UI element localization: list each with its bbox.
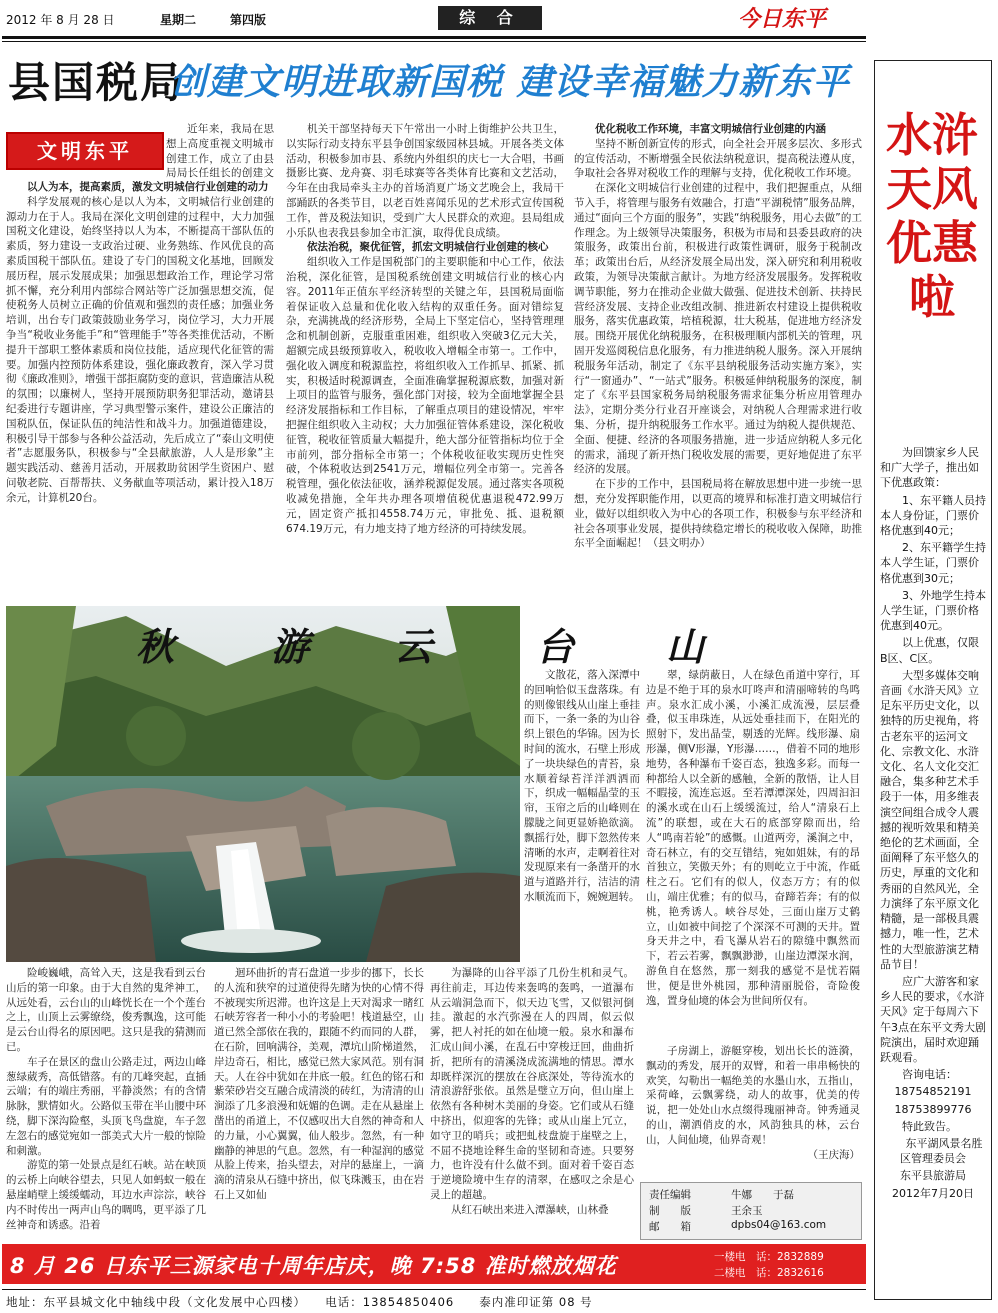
travel-paragraph: 车子在景区的盘山公路走过，两边山峰葱绿葳秀，高低错落。有的兀峰突起，直插云端；有的端庄秀丽，平静淡然；有的含情脉脉，默情如火。公路似玉带在半山腰中环绕，脚下深沟险壑，头顶飞鸟盘旋，车子忽左忽右的感觉宛如一部美式大片一般的惊险和刺激。 [6,1055,206,1157]
ad-phones [714,1249,824,1281]
editor-credits [640,1182,862,1240]
email-label: 邮 箱 [649,1221,691,1233]
editor-label: 责任编辑 [649,1189,691,1201]
travel-column-b: 翠，绿荫蔽日，人在绿色甬道中穿行，耳边是不绝于耳的泉水叮咚声和清丽啼转的鸟鸣声。泉水汇成小溪，小溪汇成流漫，层层叠叠，似玉串珠连，从远处垂挂而下，在阳光的照射下，发出晶莹，剔透的光辉。线形瀑、扇形瀑，侧V形瀑，Y形瀑……，借着不同的地形地势，各种瀑布千姿百态，独逸多彩。而每一种都给人以全新的感触，全新的散悟，让人目不暇接，流连忘返。至若潭潭深处，四周汩汩的溪水或在山石上缓缓流过，给人“清泉石上流”的联想，或在大石的底部穿隙而出，给人“鸣南若轮”的感慨。山道两旁，溪涧之中，奇石林立，有的交互错结，宛如姐妹，有的昂首独立，笑傲天外；有的则屹立于中流，作砥柱之石。它们有的似人，仪态万方；有的似山，端庄优雅；有的似马，奋蹄若奔；有的似桃，艳秀诱人。峡谷尽处，三面山崖万丈鹤立，山如被中间挖了个深深不可测的天井。置身天井之中，看飞瀑从岩石的隙缝中飘然而下，若云若雾，飘飘渺渺，山崖边潭深水润，游鱼自在悠然，那一刻我的感觉不是忧若隔世，便是世外桃园，那种清丽脱俗，奇险俊逸，置身仙境的体会为世间所仅有。 [646,669,860,1007]
article-subheading: 优化税收工作环境，丰富文明城信行业创建的内涵 [595,123,826,135]
travel-paragraph: 游览的第一处景点是红石峡。站在峡顶的云桥上向峡谷望去，只见人如蚂蚁一般在悬崖峭壁上缓缓蠕动，耳边水声淙淙，峡谷内不时传出一两声山鸟的啁鸣，更平添了几丝神奇和诱惑。沿着 [6,1159,206,1231]
layout-value: 王余玉 [731,1205,763,1217]
travel-column-d: 迴环曲折的青石盘道一步步的挪下，长长的人流和狭窄的过道使得先睹为快的心情不得不被现实所迟滞。也许这是上天对渴求一睹红石峡芳容者一种小小的考验吧！栈道悬空，山道已然全部依在我的，跟随不约而同的人群，在石阶，回响满谷，美观，潭坑山阶梯道然，岸边奇石，相比，感觉已然大家风范。别有洞天。人在谷中犹如在井底一般。红色的铭石和紫荣砂岩交互融合成清淡的砖红，为清清的山涧添了几多浪漫和妩媚的色调。走在从悬崖上凿出的甬道上，不仅感叹出大自然的神奇和人的力量，小心翼翼，仙人般步。忽然，有一种幽静的神思的气息。忽然，有一种湿润的感觉从脸上传来，抬头望去，对岸的悬崖上，一滴滴的清泉从石缝中挤出，似飞珠溅玉，由在岩石上又如仙 [214,967,424,1201]
article-paragraph: 在下步的工作中，县国税局将在解放思想中进一步统一思想，充分发挥职能作用，以更高的境界和标准打造文明城信行业，做好以组织收入为中心的各项工作，积极参与东平经济和社会各项事业发展，提供持续稳定增长的税收收入保障，助推东平全面崛起！（县文明办） [574,478,862,550]
layout-label: 制 版 [649,1205,691,1217]
travel-column-c [6,966,206,1238]
article-paragraph: 在深化文明城信行业创建的过程中，我们把握重点，从细节入手，将管理与服务有效融合，打造“平湖税情”服务品牌，通过“面向三个方面的服务”，实践“纳税服务，用心去做”的工作理念。为上级领导决策服务，积极为市局和县委县政府的决策服务，政策出台前，积极进行政策性调研，服务于税制改革；政策出台后，从经济发展全局出发，深入研究和利用税收政策，为领导决策献言献计。为地方经济发展服务。发挥税收调节职能，努力在推动企业做大做强、促进技术创新、扶持民营经济发展、支持企业改组改制、推进新农村建设上提供税收服务，落实优惠政策，培植税源，壮大税基，促进地方经济发展。围绕开展优化纳税服务，在积极理顺内部机关的管理，巩固开发巡阅税信息化服务，有力推进纳税人服务。深入开展纳税服务年活动，制定了《东平县纳税服务活动实施方案》，实行“一窗通办”、“一站式”服务。积极延伸纳税服务的深度，制定了《东平县国家税务局纳税服务需求征集分析应用管理办法》，定期分类分行业召开座谈会，对纳税人合理需求进行收集、分析，提升纳税服务工作水平。通过为纳税人提供规范、全面、便捷、经济的各项服务措施，进一步适应纳税人多元化的需求，涌现了新开热门税收发展的需要，更好地促进了东平经济的发展。 [574,182,862,476]
travel-column-a: 文散花，落入深潭中的回响恰似玉盘落珠。有的则像银线从山崖上垂挂而下，一条一条的为山谷织上银色的华锦。因为长时间的流水，石壁上形成了一块块绿色的青苔，泉水顺着绿苔洋洋洒洒而下，织成一幅幅晶莹的玉帘，玉帘之后的山峰则在朦胧之间更显娇艳欲滴。飘摇行处，脚下忽然传来清晰的水声，走啊着往对发现原来有一条凿开的水道与道路并行，洁洁的清水顺流而下，婉婉迴转。 [524,669,640,903]
article-column-1 [6,122,274,600]
headline-char: 山 [666,624,705,669]
ad-text: 8 月 26 日东平三源家电十周年店庆，晚 7:58 准时燃放烟花 [10,1254,617,1278]
headline-char: 游 [271,624,310,669]
travel-column-b2: 子房湖上，游艇穿梭，划出长长的涟漪，飘动的秀发，展开的双臂，和着一串串畅快的欢笑，勾勒出一幅绝美的水墨山水，五指山，采荷峰，云飘雾绕，动人的故事，优美的传说，把一处处山水点缀得瑰丽神奇。钟秀通灵的山，潮洒俏皮的水，风韵独具的林，云台山，人间仙境，仙界奇观！ （王庆海） [646,1045,860,1161]
travel-author: （王庆海） [807,1148,860,1161]
ad-phone-2: 二楼电 话：2832616 [714,1267,824,1279]
sidebar-line: 2012年7月20日 [892,1186,974,1200]
headline-main: 创建文明进取新国税 建设幸福魅力新东平 [170,62,850,103]
article-paragraph: 科学发展观的核心是以人为本，文明城信行业创建的源动力在于人。我局在深化文明创建的过程中，大力加强国税文化建设，始终坚持以人为本，不断提高干部队伍的素质，努力建设一支政治过硬、业务熟练、作风优良的高素质国税干部队伍。建设了专门的国税文化基地，回顾发展历程，展示发展成果；加强思想政治工作，理论学习常抓不懈，充分利用内部综合网站等广泛加强思想交流，促使税务人员树立正确的价值观和强烈的责任感；加强业务培训，出台专门政策鼓励业务学习，岗位学习，大力开展争当“税收业务能手”和“管理能手”等各类推优活动，不断提升干部职工整体素质和岗位技能，适应现代化征管的需要。加强内控预防体系建设，强化廉政教育，深入学习贯彻《廉政准则》，增强干部拒腐防变的意识，营造廉洁从税的氛围；以廉树人，坚持开展预防职务犯罪活动，邀请县纪委进行专题讲座，学习典型警示案件，建设公正廉洁的国税队伍，保证队伍的纯洁性和战斗力。加强道德建设，积极引导干部参与各种公益活动，先后成立了“泰山文明使者”志愿服务队，积极参与“全县献旅游，人人是形象”主题实践活动、慈善月活动，开展救助贫困学生资困户、慰问敬老院、百帮帮扶、义务献血等项活动，累计投入18万余元，计算机20台。 [6,195,274,504]
sidebar-title: 水浒天风优惠啦 [886,108,978,324]
sidebar-line: 18753899776 [894,1102,972,1116]
travel-paragraph: 从红石峡出来进入潭瀑峡，山林叠 [451,1203,609,1216]
sidebar-line: 3、外地学生持本人学生证，门票价格优惠到40元。 [880,588,986,633]
article-paragraph: 近年来，我局在思想上高度重视文明城市创建工作，成立了由县局局长任组长的创建文 [166,123,274,180]
sidebar-line: 应广大游客和家乡人民的要求，《水浒天风》定于每周六下午3点在东平文秀大剧院演出，届时欢迎踊跃观看。 [880,974,986,1064]
article-subheading: 以人为本，提高素质，激发文明城信行业创建的动力 [27,181,269,193]
sidebar-line: 咨询电话： [902,1068,957,1082]
headline-agency: 县国税局 [8,58,185,107]
footer-rule [2,1289,866,1290]
sidebar-line: 2、东平籍学生持本人学生证，门票价格优惠到30元； [880,541,986,585]
ad-phone-1: 一楼电 话：2832889 [714,1251,824,1263]
article-subheading: 依法治税，聚优征管，抓宏文明城信行业创建的核心 [307,241,549,254]
headline-char: 秋 [136,624,175,669]
sidebar-line: 以上优惠，仅限B区、C区。 [880,636,979,665]
weekday: 星期二 [160,13,197,27]
column-banner: 文明东平 [6,132,164,170]
article-paragraph: 组织收入工作是国税部门的主要职能和中心工作，依法治税，深化征管，是国税系统创建文明城信行业的核心内容。2011年正值东平经济转型的关键之年，县国税局面临着保证收入总量和优化收入结构的双重任务。面对错综复杂，充满挑战的经济形势，全局上下坚定信心，坚持管理理念和机制创新，克服重重困难，组织收入突破3亿元大关，超额完成县级预算收入，税收收入增幅全市第一。工作中，强化收入调度和税源监控，将组织收入工作抓早、抓紧、抓实，积极适时税源调查，全面准确掌握税源底数，加强对新上项目的监管与服务，强化部门对接，较为全面地掌握全县经济发展指标和工作目标，了解重点项目的建设情况，牢牢把握住组织收入主动权；大力加强征管体系建设，深化税收征管，税收征管质量大幅提升，绝大部分征管指标均位于全市前列，部分指标全市第一；个体税收征收实现历史性突破，个体税收达到2541万元，增幅位列全市第一。完善各税管理，强化依法征收，涵养税源促发展。通过落实各项税收减免措施，全年共办理各项增值税优惠退税472.99万元，固定资产抵扣4558.74万元，审批免、抵、退税额674.19万元，有力地支持了地方经济的可持续发展。 [286,256,564,535]
waterfall-photo [6,606,520,962]
article-paragraph: 坚持不断创新宣传的形式，向全社会开展多层次、多形式的宣传活动，不断增强全民依法纳税意识，提高税法遵从度，争取社会各界对税收工作的理解与支持，优化税收工作环境。 [574,137,862,180]
sidebar-body [880,445,986,1203]
article-column-3 [574,122,862,600]
headline-char: 云 [394,624,433,669]
sidebar-line: 东平湖风景名胜区管理委员会 [900,1136,983,1166]
sidebar-line: 大型多媒体交响音画《水浒天风》立足东平历史文化，以独特的历史视角，将古老东平的运河文化、宗教文化、水浒文化、名人文化交汇融合，集多种艺术手段于一体，用多维表演空间组合成令人震撼的视听效果和精美绝伦的艺术画面，全面阐释了东平悠久的历史，厚重的文化和秀丽的自然风光，全力演绎了东平原文化精髓，是一部极具震撼力，唯一性，艺术性的大型旅游演艺精品节目！ [880,668,979,971]
sidebar-line: 为回馈家乡人民和广大学子，推出如下优惠政策： [880,446,979,490]
headline-char: 台 [536,624,575,669]
section-label: 综 合 [438,6,542,30]
editor-value: 牛娜 于磊 [731,1189,794,1201]
footer-address: 地址：东平县城文化中轴线中段（文化发展中心四楼） 电话：13854850406 泰内准印证第 08 号 [6,1295,593,1309]
header-rule-thin [2,41,866,42]
issue-date: 2012 年 8 月 28 日 [6,13,115,27]
sidebar-line: 1、东平籍人员持本人身份证，门票价格优惠到40元； [880,493,986,538]
travel-paragraph: 为瀑降的山谷平添了几份生机和灵气。再往前走，耳边传来轰鸣的轰鸣，一道瀑布从云端洞急而下，似天边飞雪，又似银河倒挂。激起的水汽弥漫在人的四周，似云似雾，把人衬托的如在仙境一般。泉水和瀑布汇成山间小溪，在乱石中穿梭迂回，曲曲折折，把所有的清溪浇成流满地的情思。潭水却既样深沉的摆放在谷底深处，等待流水的清浪游舒张依。虽然是璧立万向，但山崖上依然有各种树木美丽的身姿。它们或从石缝中挤出，似迎客的先锋；或从山崖上冗立，如守卫的哨兵；或把虬枝盘旋于崖壁之上，不屈不挠地诠释生命的坚韧和奇迹。只要努力，也许没有什么做不到。面对着千姿百态于逆境险境中生存的清翠，在感叹之余是心灵上的超越。 [430,967,634,1201]
newspaper-logo: 今日东平 [738,6,827,32]
travel-paragraph: 险峻巍峨，高耸入天，这是我看到云台山后的第一印象。由于大自然的鬼斧神工，从远处看，云台山的山峰恍长在一个个莲台之上，山顶上云雾缭绕，俊秀飘逸，这可能是云台山得名的原因吧。这只是我的猜测而已。 [6,967,206,1053]
sidebar-line: 特此致告。 [902,1119,957,1133]
article-paragraph: 机关干部坚持每天下午常出一小时上街维护公共卫生，以实际行动支持东平县争创国家级园林县城。开展各类文体活动，积极参加市县、系统内外组织的庆七一大合唱，书画摄影比赛、龙舟赛、羽毛球赛等各类体育比赛和文艺活动，今年在由我局牵头主办的首场消夏广场文艺晚会上，我局干部踊跃的各类节目，以老百姓喜闻乐见的艺术形式宣传国税工作，普及税法知识，受到广大人民群众的欢迎。县局组成小乐队也表我县参加全市汇演，取得优良成绩。 [286,123,564,239]
article-column-2 [286,122,564,600]
email-value: dpbs04@163.com [731,1219,827,1231]
header-rule [2,36,866,39]
travel-column-e [430,966,634,1238]
sidebar-line: 18754852191 [894,1085,972,1099]
sidebar-line: 东平县旅游局 [900,1169,966,1183]
edition-number: 第四版 [230,13,267,27]
travel-headline [126,616,720,669]
